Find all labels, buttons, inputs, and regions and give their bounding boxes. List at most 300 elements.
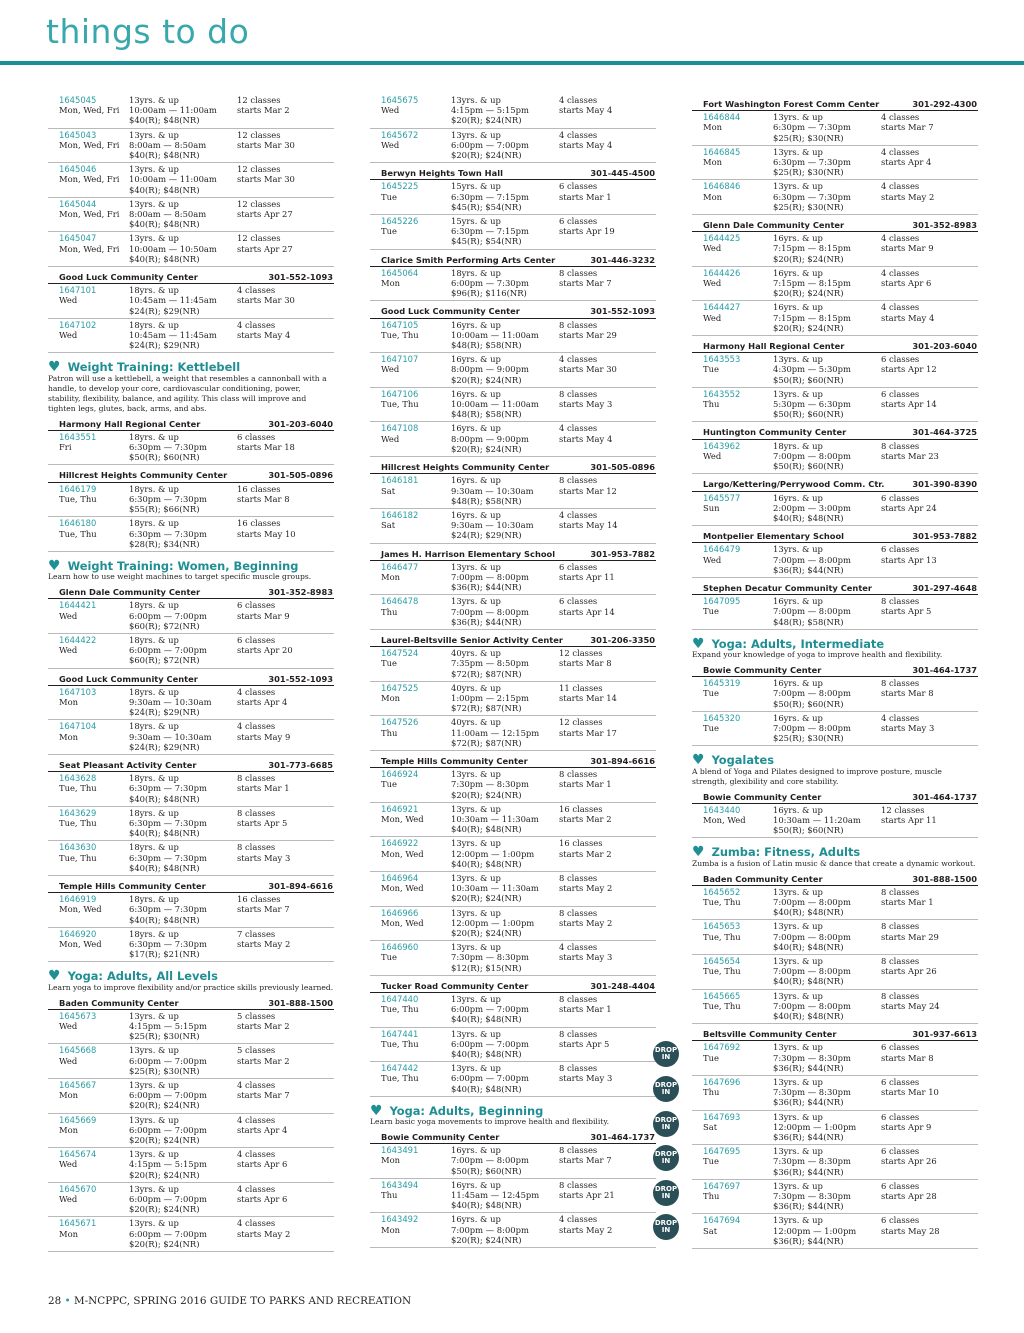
course-code-link[interactable]: 1647442 [381, 1063, 419, 1074]
course-code-link[interactable]: 1645064 [381, 267, 419, 278]
class-fee: $40(R); $48(NR) [773, 907, 844, 918]
course-code-link[interactable]: 1645047 [59, 233, 97, 244]
class-schedule-cell [237, 320, 334, 351]
class-schedule-cell [881, 1077, 978, 1108]
class-row [370, 561, 656, 596]
course-code-link[interactable]: 1646845 [703, 146, 741, 157]
class-days: Tue, Thu [59, 852, 97, 863]
class-count: 8 classes [881, 678, 920, 689]
center-name: Beltsville Community Center [703, 1029, 837, 1040]
course-code-link[interactable]: 1646179 [59, 483, 97, 494]
class-row [654, 1214, 978, 1249]
class-details-cell [451, 475, 559, 506]
class-details-cell [451, 562, 559, 593]
class-code-cell [59, 894, 129, 925]
class-fee: $40(R); $48(NR) [129, 150, 200, 161]
class-details-cell [773, 493, 881, 524]
class-days: Tue [703, 364, 719, 375]
class-age: 13yrs. & up [451, 129, 501, 140]
class-time: 10:00am — 11:00am [129, 174, 217, 185]
class-days: Tue [381, 952, 397, 963]
class-age: 16yrs. & up [451, 388, 501, 399]
class-count: 4 classes [881, 146, 920, 157]
course-code-link[interactable]: 1643628 [59, 773, 97, 784]
class-schedule-cell [559, 1214, 656, 1245]
class-fee: $36(R); $44(NR) [773, 1132, 844, 1143]
class-age: 13yrs. & up [129, 1080, 179, 1091]
class-days: Mon [703, 157, 723, 168]
class-code-cell [381, 268, 451, 299]
class-time: 7:00pm — 8:00pm [773, 1000, 851, 1011]
course-code-link[interactable]: 1644422 [59, 634, 97, 645]
class-count: 8 classes [237, 773, 276, 784]
class-row [48, 319, 334, 354]
course-code-link[interactable]: 1647692 [703, 1042, 741, 1053]
class-schedule-cell [237, 95, 334, 126]
course-code-link[interactable]: 1647107 [381, 354, 419, 365]
class-fee: $20(R); $24(NR) [773, 322, 844, 333]
class-time: 7:00pm — 8:00pm [773, 606, 851, 617]
course-code-link[interactable]: 1643553 [703, 354, 741, 365]
center-name: Bowie Community Center [703, 664, 822, 675]
course-code-link[interactable]: 1645045 [59, 95, 97, 105]
course-code-link[interactable]: 1645674 [59, 1149, 97, 1160]
class-fee: $40(R); $48(NR) [129, 219, 200, 230]
class-code-cell [703, 713, 773, 744]
class-schedule-cell [559, 130, 656, 161]
class-start: starts May 3 [559, 1073, 613, 1084]
course-code-link[interactable]: 1647525 [381, 682, 419, 693]
course-code-link[interactable]: 1645670 [59, 1183, 97, 1194]
class-time: 11:00am — 12:15pm [451, 727, 540, 738]
course-code-link[interactable]: 1646477 [381, 561, 419, 572]
section-title [48, 557, 334, 574]
course-code-link[interactable]: 1645046 [59, 164, 97, 175]
course-code-link[interactable]: 1647441 [381, 1028, 419, 1039]
class-time: 9:30am — 10:30am [129, 731, 212, 742]
course-code-link[interactable]: 1644426 [703, 267, 741, 278]
drop-in-badge [653, 1111, 679, 1137]
class-code-cell [381, 475, 451, 506]
class-time: 4:15pm — 5:15pm [129, 1021, 207, 1032]
class-age: 13yrs. & up [773, 354, 823, 365]
class-schedule-cell [881, 1042, 978, 1073]
center-phone: 301-937-6613 [912, 1029, 977, 1040]
class-count: 8 classes [559, 475, 598, 486]
center-phone: 301-390-8390 [912, 479, 977, 490]
center-header [370, 547, 656, 561]
class-time: 6:30pm — 7:30pm [129, 939, 207, 949]
class-details-cell [129, 808, 237, 839]
class-start: starts Mar 7 [559, 278, 612, 289]
class-age: 18yrs. & up [451, 267, 501, 278]
class-count: 6 classes [881, 1111, 920, 1122]
class-age: 18yrs. & up [129, 285, 179, 296]
class-days: Thu [381, 606, 398, 617]
class-code-cell [703, 389, 773, 420]
course-code-link[interactable]: 1643492 [381, 1214, 419, 1225]
class-schedule-cell [237, 432, 334, 463]
class-age: 16yrs. & up [773, 712, 823, 723]
class-time: 6:30pm — 7:30pm [129, 783, 207, 794]
center-header [370, 979, 656, 993]
class-group [692, 232, 978, 336]
course-code-link[interactable]: 1647102 [59, 319, 97, 330]
class-days: Tue [703, 606, 719, 617]
class-time: 6:00pm — 7:00pm [451, 139, 529, 150]
course-code-link[interactable]: 1647524 [381, 648, 419, 659]
class-days: Wed [703, 554, 722, 565]
class-schedule-cell [237, 1080, 334, 1111]
class-details-cell [451, 268, 559, 299]
course-code-link[interactable]: 1645665 [703, 990, 741, 1001]
course-code-link[interactable]: 1644427 [703, 302, 741, 313]
course-code-link[interactable]: 1645577 [703, 492, 741, 503]
center-name: Harmony Hall Regional Center [703, 341, 845, 352]
class-count: 12 classes [237, 129, 281, 140]
page-number: 28 [48, 1295, 62, 1307]
center-phone: 301-352-8983 [912, 220, 977, 231]
course-code-link[interactable]: 1646920 [59, 928, 97, 939]
class-code-cell [59, 600, 129, 631]
course-code-link[interactable]: 1643491 [381, 1145, 419, 1156]
course-code-link[interactable]: 1647696 [703, 1077, 741, 1088]
class-details-cell [451, 683, 559, 714]
course-code-link[interactable]: 1645669 [59, 1114, 97, 1125]
class-count: 6 classes [559, 596, 598, 607]
class-group [370, 94, 656, 163]
class-age: 15yrs. & up [451, 216, 501, 227]
class-days: Mon, Wed, Fri [59, 209, 120, 220]
course-code-link[interactable]: 1646966 [381, 907, 419, 918]
heart-icon: ♥ [692, 844, 705, 861]
class-start: starts Mar 8 [881, 688, 934, 699]
class-details-cell [129, 1149, 237, 1180]
center-name: Good Luck Community Center [381, 306, 520, 317]
class-count: 4 classes [559, 942, 598, 953]
course-code-link[interactable]: 1647694 [703, 1215, 741, 1226]
course-code-link[interactable]: 1647104 [59, 721, 97, 732]
center-header [48, 758, 334, 772]
class-fee: $60(R); $72(NR) [129, 620, 200, 631]
course-code-link[interactable]: 1645044 [59, 198, 97, 209]
course-code-link[interactable]: 1643440 [703, 804, 741, 815]
course-code-link[interactable]: 1645668 [59, 1045, 97, 1056]
class-count: 8 classes [559, 388, 598, 399]
class-code-cell [381, 804, 451, 835]
class-row [370, 474, 656, 509]
class-schedule-cell [237, 687, 334, 718]
class-schedule-cell [559, 804, 656, 835]
class-fee: $20(R); $24(NR) [129, 1169, 200, 1180]
course-code-link[interactable]: 1647526 [381, 717, 419, 728]
course-code-link[interactable]: 1646844 [703, 112, 741, 123]
center-phone: 301-203-6040 [268, 418, 333, 429]
course-code-link[interactable]: 1646919 [59, 894, 97, 905]
class-code-cell [703, 1146, 773, 1177]
class-fee: $20(R); $24(NR) [451, 789, 522, 800]
center-name: Fort Washington Forest Comm Center [703, 99, 880, 109]
class-start: starts May 4 [559, 105, 613, 116]
course-code-link[interactable]: 1644421 [59, 600, 97, 611]
class-days: Sun [703, 502, 720, 513]
class-group [692, 492, 978, 527]
section-title [692, 635, 978, 652]
class-group [48, 94, 334, 267]
center-header [48, 270, 334, 284]
class-start: starts Mar 2 [559, 813, 612, 824]
class-code-cell [703, 354, 773, 385]
class-days: Tue, Thu [59, 783, 97, 794]
class-time: 6:00pm — 7:00pm [129, 1194, 207, 1205]
class-details-cell [129, 600, 237, 631]
class-schedule-cell [237, 894, 334, 925]
center-header [370, 304, 656, 318]
class-code-cell [59, 1045, 129, 1076]
class-start: starts May 10 [237, 528, 296, 539]
class-code-cell [381, 769, 451, 800]
class-time: 6:30pm — 7:15pm [451, 226, 529, 237]
course-code-link[interactable]: 1644425 [703, 233, 741, 244]
course-code-link[interactable]: 1647697 [703, 1180, 741, 1191]
class-days: Mon, Wed [381, 848, 424, 859]
column-2 [370, 94, 656, 1248]
class-fee: $25(R); $30(NR) [129, 1031, 200, 1042]
class-row [654, 1111, 978, 1146]
class-count: 4 classes [881, 112, 920, 123]
heart-icon: ♥ [692, 752, 705, 769]
heart-icon: ♥ [370, 1102, 383, 1119]
activity-section [692, 635, 978, 660]
course-code-link[interactable]: 1647108 [381, 423, 419, 434]
class-days: Wed [59, 1055, 78, 1066]
class-start: starts Apr 6 [237, 1159, 288, 1170]
class-days: Mon [381, 571, 401, 582]
class-fee: $20(R); $24(NR) [451, 115, 522, 126]
class-days: Tue [703, 688, 719, 699]
class-fee: $20(R); $24(NR) [129, 1238, 200, 1249]
course-code-link[interactable]: 1646478 [381, 596, 419, 607]
class-fee: $55(R); $66(NR) [129, 504, 200, 515]
class-time: 6:00pm — 7:00pm [129, 645, 207, 656]
class-details-cell [129, 1045, 237, 1076]
class-group [48, 284, 334, 353]
class-row [48, 893, 334, 928]
class-details-cell [451, 1029, 559, 1060]
class-start: starts Mar 10 [881, 1087, 939, 1098]
class-row [370, 509, 656, 544]
class-days: Tue, Thu [703, 1000, 741, 1011]
class-start: starts Mar 18 [237, 442, 295, 453]
class-code-cell [703, 268, 773, 299]
class-group [692, 595, 978, 630]
class-group [654, 1041, 978, 1249]
course-code-link[interactable]: 1646924 [381, 769, 419, 780]
class-schedule-cell [237, 808, 334, 839]
class-time: 7:00pm — 8:00pm [451, 606, 529, 617]
center-header [692, 790, 978, 804]
class-count: 4 classes [881, 233, 920, 244]
center-name: Seat Pleasant Activity Center [59, 759, 197, 770]
class-row [370, 907, 656, 942]
class-row [692, 920, 978, 955]
class-schedule-cell [559, 510, 656, 541]
class-row [48, 807, 334, 842]
course-code-link[interactable]: 1646964 [381, 873, 419, 883]
class-fee: $40(R); $48(NR) [451, 858, 522, 869]
class-row [48, 163, 334, 198]
course-code-link[interactable]: 1647103 [59, 686, 97, 697]
course-code-link[interactable]: 1645675 [381, 95, 419, 105]
course-code-link[interactable]: 1645226 [381, 216, 419, 227]
course-code-link[interactable]: 1643552 [703, 388, 741, 399]
class-count: 6 classes [237, 431, 276, 442]
course-code-link[interactable]: 1647693 [703, 1111, 741, 1122]
class-count: 6 classes [881, 492, 920, 503]
class-start: starts Mar 30 [237, 174, 295, 185]
course-code-link[interactable]: 1646922 [381, 838, 419, 849]
course-code-link[interactable]: 1643629 [59, 807, 97, 818]
class-details-cell [773, 1146, 881, 1177]
course-code-link[interactable]: 1646921 [381, 803, 419, 814]
class-schedule-cell [559, 181, 656, 212]
class-age: 16yrs. & up [451, 319, 501, 330]
class-code-cell [59, 635, 129, 666]
class-row [370, 267, 656, 302]
class-time: 6:30pm — 7:30pm [773, 157, 851, 168]
class-time: 6:30pm — 7:30pm [129, 493, 207, 504]
class-start: starts Mar 8 [237, 493, 290, 504]
section-description: A blend of Yoga and Pilates designed to improve posture, muscle strength, glexibility and core stability. [692, 766, 942, 786]
class-code-cell [59, 199, 129, 230]
class-fee: $40(R); $48(NR) [451, 1083, 522, 1094]
class-details-cell [773, 147, 881, 178]
class-days: Thu [381, 727, 398, 738]
course-code-link[interactable]: 1645320 [703, 712, 741, 723]
course-code-link[interactable]: 1647106 [381, 388, 419, 399]
class-age: 13yrs. & up [451, 803, 501, 814]
class-age: 13yrs. & up [773, 956, 823, 966]
course-code-link[interactable]: 1647101 [59, 285, 97, 296]
class-code-cell [381, 216, 451, 247]
class-start: starts Apr 19 [559, 226, 615, 237]
course-code-link[interactable]: 1647695 [703, 1146, 741, 1157]
course-code-link[interactable]: 1645671 [59, 1218, 97, 1229]
class-fee: $50(R); $60(NR) [129, 452, 200, 463]
class-days: Tue, Thu [59, 493, 97, 504]
course-code-link[interactable]: 1643962 [703, 440, 741, 451]
center-phone: 301-552-1093 [268, 272, 333, 283]
class-age: 16yrs. & up [773, 804, 823, 815]
class-fee: $40(R); $48(NR) [451, 1200, 522, 1211]
class-start: starts May 28 [881, 1225, 940, 1236]
course-code-link[interactable]: 1646960 [381, 942, 419, 953]
class-days: Mon [703, 122, 723, 133]
class-group [48, 431, 334, 466]
center-phone: 301-464-1737 [912, 791, 977, 802]
class-row [370, 422, 656, 457]
course-code-link[interactable]: 1647440 [381, 994, 419, 1005]
class-time: 6:30pm — 7:30pm [773, 122, 851, 133]
course-code-link[interactable]: 1646181 [381, 475, 419, 486]
class-age: 18yrs. & up [129, 634, 179, 645]
course-code-link[interactable]: 1647095 [703, 596, 741, 607]
course-code-link[interactable]: 1645672 [381, 129, 419, 140]
class-code-cell [381, 942, 451, 973]
course-code-link[interactable]: 1646180 [59, 518, 97, 529]
class-code-cell [703, 544, 773, 575]
course-code-link[interactable]: 1646479 [703, 544, 741, 555]
course-code-link[interactable]: 1643551 [59, 431, 97, 442]
course-code-link[interactable]: 1643630 [59, 842, 97, 853]
class-start: starts Mar 2 [237, 1055, 290, 1066]
class-age: 13yrs. & up [129, 233, 179, 244]
class-row [692, 180, 978, 215]
center-phone: 301-505-0896 [268, 470, 333, 481]
course-code-link[interactable]: 1643494 [381, 1179, 419, 1190]
course-code-link[interactable]: 1647105 [381, 319, 419, 330]
course-code-link[interactable]: 1646182 [381, 509, 419, 520]
class-age: 16yrs. & up [451, 509, 501, 520]
class-group [370, 561, 656, 630]
center-phone: 301-888-1500 [268, 997, 333, 1008]
class-age: 13yrs. & up [773, 886, 823, 897]
class-row [370, 215, 656, 250]
course-code-link[interactable]: 1645667 [59, 1080, 97, 1091]
course-code-link[interactable]: 1645652 [703, 886, 741, 897]
class-days: Mon, Wed [59, 939, 102, 949]
class-schedule-cell [559, 320, 656, 351]
class-fee: $24(R); $29(NR) [451, 530, 522, 541]
class-time: 4:30pm — 5:30pm [773, 364, 851, 375]
center-header [692, 425, 978, 439]
class-time: 6:30pm — 7:15pm [451, 191, 529, 202]
class-start: starts Mar 7 [881, 122, 934, 133]
activity-section [692, 752, 978, 786]
class-row [48, 599, 334, 634]
drop-in-line-2: IN [661, 1157, 671, 1166]
course-code-link[interactable]: 1645653 [703, 921, 741, 932]
class-row [692, 712, 978, 747]
class-fee: $25(R); $30(NR) [129, 1065, 200, 1076]
class-row [654, 1180, 978, 1215]
center-name: James H. Harrison Elementary School [381, 548, 556, 559]
class-count: 4 classes [237, 721, 276, 732]
class-start: starts Mar 9 [237, 610, 290, 621]
course-code-link[interactable]: 1646846 [703, 181, 741, 192]
class-row [370, 319, 656, 354]
class-code-cell [381, 562, 451, 593]
class-schedule-cell [559, 596, 656, 627]
class-start: starts May 4 [559, 139, 613, 150]
class-count: 6 classes [881, 1042, 920, 1053]
drop-in-line-1: DROP [654, 1184, 678, 1193]
class-code-cell [381, 354, 451, 385]
course-code-link[interactable]: 1645654 [703, 956, 741, 966]
class-count: 8 classes [559, 994, 598, 1005]
section-title [48, 968, 334, 985]
class-row [370, 1179, 656, 1214]
class-time: 7:15pm — 8:15pm [773, 278, 851, 289]
course-code-link[interactable]: 1645043 [59, 129, 97, 140]
course-code-link[interactable]: 1645225 [381, 181, 419, 192]
class-code-cell [703, 181, 773, 212]
course-code-link[interactable]: 1645319 [703, 678, 741, 689]
course-code-link[interactable]: 1645673 [59, 1010, 97, 1021]
class-details-cell [129, 773, 237, 804]
class-details-cell [129, 1184, 237, 1215]
class-code-cell [703, 147, 773, 178]
